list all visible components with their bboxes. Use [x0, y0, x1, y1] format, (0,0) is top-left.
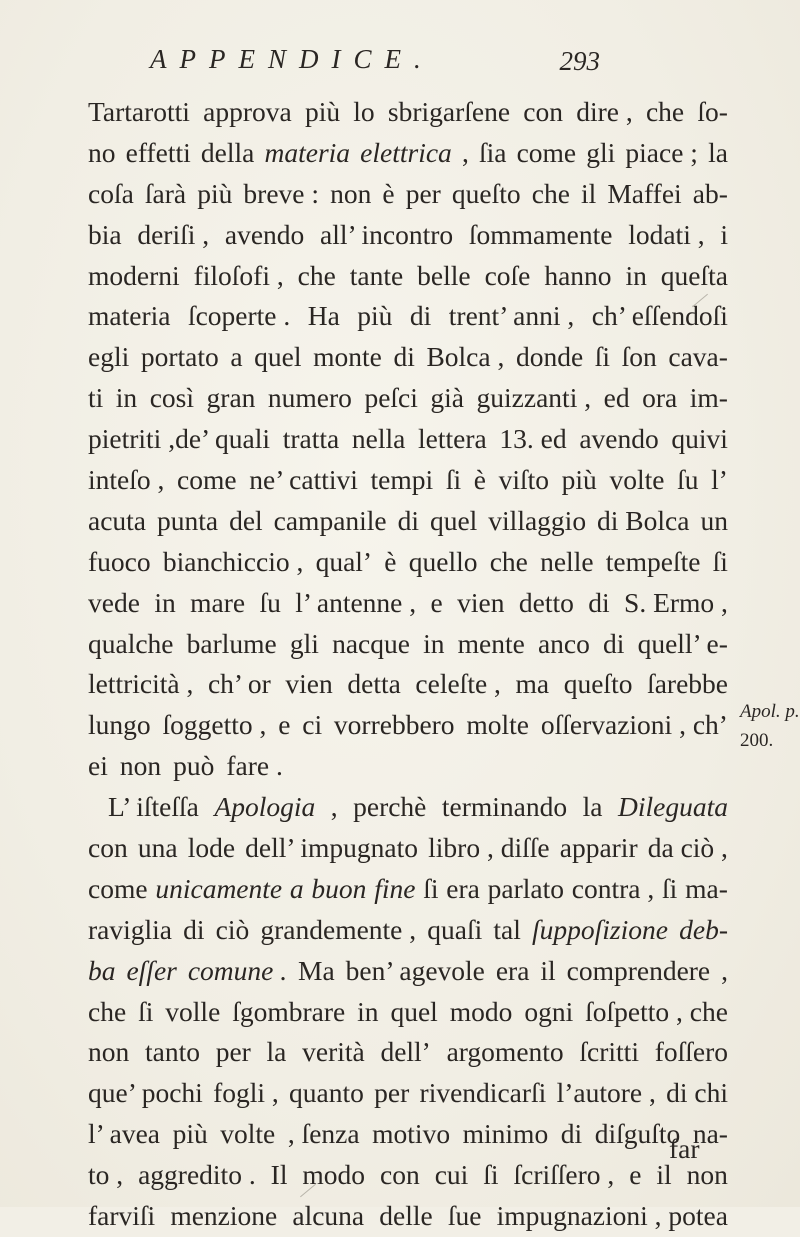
word: da ciò ,	[647, 832, 728, 864]
word: ora	[642, 382, 678, 414]
word: ab-	[692, 177, 728, 209]
word: per	[405, 177, 441, 209]
word: quivi	[671, 423, 728, 455]
word: lettricità ,	[88, 668, 194, 700]
word: minimo	[462, 1118, 549, 1150]
word: modo	[302, 1159, 366, 1191]
word: e	[278, 709, 291, 741]
word: ſoſpetto , che	[585, 995, 728, 1027]
text-line	[88, 951, 728, 992]
word: fine	[374, 872, 416, 904]
word: deriſi ,	[137, 218, 210, 250]
word: filoſofi ,	[193, 259, 284, 291]
word: moderni	[88, 259, 180, 291]
text-line	[88, 337, 728, 378]
text-line	[88, 460, 728, 501]
word: che	[297, 259, 336, 291]
word: gli	[289, 627, 319, 659]
word: fogli ,	[213, 1077, 279, 1109]
word: una	[137, 832, 178, 864]
word: l’ avea	[88, 1118, 160, 1150]
word: ba	[88, 954, 116, 986]
word: foſſero	[654, 1036, 728, 1068]
word: to ,	[88, 1159, 124, 1191]
word: che	[489, 545, 528, 577]
word: ch’ or	[207, 668, 271, 700]
word: dell’	[380, 1036, 431, 1068]
word: perchè	[353, 791, 427, 823]
word: ne’ cattivi	[249, 464, 358, 496]
text-line	[88, 705, 728, 746]
word: lodati ,	[628, 218, 705, 250]
word: lode	[187, 832, 236, 864]
word: ,	[461, 136, 469, 168]
word: lettera	[418, 423, 487, 455]
word: non	[88, 1036, 130, 1068]
word: guizzanti ,	[476, 382, 592, 414]
word: menzione	[170, 1200, 278, 1232]
word: di	[603, 627, 625, 659]
word: all’ incontro	[320, 218, 454, 250]
word: di	[560, 1118, 583, 1150]
word: quel	[429, 504, 478, 536]
word: tratta	[282, 423, 340, 455]
word: tempeſte	[605, 545, 701, 577]
word: nacque	[332, 627, 410, 659]
word: il	[580, 177, 597, 209]
word: quel	[254, 341, 302, 373]
word: qual’	[315, 545, 373, 577]
word: ,	[721, 954, 728, 986]
word: come	[88, 872, 148, 904]
word: sbrigarſene	[387, 96, 511, 127]
word: ,	[330, 791, 338, 823]
word: S. Ermo ,	[624, 586, 728, 618]
word: parlato	[487, 872, 565, 904]
word: di chi	[666, 1077, 728, 1109]
word: eſſer	[126, 954, 177, 986]
word: coſe	[484, 259, 531, 291]
word: ma	[515, 668, 550, 700]
word: più	[561, 464, 597, 496]
word: celeſte ,	[415, 668, 501, 700]
word: con	[88, 832, 128, 864]
word: non	[686, 1159, 728, 1191]
word: quello	[408, 545, 478, 577]
margin-note-page: 200.	[740, 730, 774, 751]
word: approva	[203, 96, 292, 127]
word: più	[197, 177, 233, 209]
word: l’	[711, 464, 728, 496]
word: avendo	[579, 423, 659, 455]
word: ſi	[483, 1159, 499, 1191]
word: im-	[689, 382, 728, 414]
word: era	[495, 954, 530, 986]
word: L’ iſteſſa	[108, 791, 199, 823]
word: delle	[379, 1200, 433, 1232]
word: aggredito .	[138, 1159, 256, 1191]
word: qualche	[88, 627, 174, 659]
word: deb-	[679, 913, 728, 945]
word: volte	[220, 1118, 276, 1150]
word: oſſervazioni , ch’	[540, 709, 728, 741]
text-line	[88, 378, 728, 419]
word: Apologia	[214, 791, 316, 823]
word: buon	[311, 872, 367, 904]
word: i	[720, 218, 728, 250]
word: no	[88, 136, 116, 168]
word: ei	[88, 750, 108, 782]
word: gli	[586, 136, 616, 168]
word: punta	[156, 504, 219, 536]
word: ſia	[478, 136, 507, 168]
word: vede	[88, 586, 140, 618]
text-line	[88, 256, 728, 297]
word: elettrica	[360, 136, 452, 168]
word: mare	[190, 586, 246, 618]
word: coſa	[88, 177, 134, 209]
word: grandemente ,	[260, 913, 417, 945]
word: ſcritti	[579, 1036, 639, 1068]
word: comprendere	[566, 954, 711, 986]
word: argomento	[446, 1036, 564, 1068]
text-line	[88, 133, 728, 174]
word: ed	[603, 382, 630, 414]
word: Ma	[298, 954, 335, 986]
word: que’ pochi	[88, 1077, 203, 1109]
word: ſoggetto ,	[162, 709, 267, 741]
word: ſi	[423, 872, 439, 904]
text-line	[88, 1114, 728, 1155]
word: in	[357, 995, 379, 1027]
word: peſci	[364, 382, 418, 414]
word: fuoco	[88, 545, 151, 577]
word: ſu	[677, 464, 699, 496]
text-line	[88, 664, 728, 705]
word: non	[330, 177, 372, 209]
text-line	[88, 92, 728, 133]
word: con	[523, 96, 564, 127]
word: ſi	[594, 341, 611, 373]
word: ti	[88, 382, 104, 414]
word: vien	[285, 668, 333, 700]
word: il	[656, 1159, 672, 1191]
word: queſto	[563, 668, 633, 700]
text-line	[88, 746, 728, 787]
word: del	[229, 504, 263, 536]
word: bianchiccio ,	[162, 545, 304, 577]
word: Ha	[307, 300, 340, 332]
word: unicamente	[155, 872, 283, 904]
word: cava-	[668, 341, 728, 373]
word: ſommamente	[468, 218, 613, 250]
word: la	[708, 136, 728, 168]
word: terminando	[441, 791, 568, 823]
word: , ſenza	[287, 1118, 360, 1150]
word: che	[88, 995, 127, 1027]
word: acuta	[88, 504, 147, 536]
running-title: APPENDICE.	[150, 44, 434, 74]
word: Il	[270, 1159, 288, 1191]
word: ſi	[712, 545, 728, 577]
word: Maffei	[607, 177, 682, 209]
word: materia	[88, 300, 171, 332]
word: Dileguata	[618, 791, 728, 823]
word: materia	[264, 136, 351, 168]
word: volle	[165, 995, 221, 1027]
text-line	[88, 624, 728, 665]
word: libro , diſſe	[428, 832, 550, 864]
word: quell’ e-	[637, 627, 728, 659]
word: nella	[351, 423, 406, 455]
word: bia	[88, 218, 122, 250]
word: fare .	[226, 750, 283, 782]
word: numero	[267, 382, 352, 414]
word: diſguſto	[594, 1118, 681, 1150]
word: a	[289, 872, 304, 904]
word: ſi	[138, 995, 154, 1027]
word: come	[516, 136, 577, 168]
word: dire ,	[576, 96, 633, 127]
word: così	[149, 382, 195, 414]
word: anco	[537, 627, 590, 659]
word: detto	[518, 586, 574, 618]
word: ſon	[621, 341, 657, 373]
word: detta	[347, 668, 401, 700]
word: che	[645, 96, 685, 127]
text-line	[88, 542, 728, 583]
catchword: far	[669, 1133, 700, 1164]
word: queſta	[660, 259, 728, 291]
word: tal	[493, 913, 521, 945]
text-line	[88, 419, 728, 460]
word: in	[625, 259, 647, 291]
word: Tartarotti	[88, 96, 190, 127]
word: in	[115, 382, 138, 414]
word: lo	[353, 96, 375, 127]
word: l’ antenne ,	[295, 586, 417, 618]
word: gran	[206, 382, 256, 414]
word: piace ;	[625, 136, 698, 168]
word: a	[230, 341, 243, 373]
text-line	[88, 583, 728, 624]
word: e	[430, 586, 443, 618]
word: donde	[515, 341, 584, 373]
body-text	[88, 92, 728, 1237]
word: un	[700, 504, 728, 536]
word: queſto	[451, 177, 521, 209]
word: è	[382, 177, 395, 209]
word: pietriti ,de’ quali	[88, 423, 270, 455]
text-line	[88, 215, 728, 256]
word: di	[409, 300, 432, 332]
word: ſcoperte .	[187, 300, 291, 332]
word: barlume	[186, 627, 277, 659]
text-line	[88, 296, 728, 337]
word: avendo	[224, 218, 305, 250]
word: di	[183, 913, 205, 945]
text-line	[88, 1032, 728, 1073]
word: motivo	[372, 1118, 451, 1150]
word: quel	[390, 995, 438, 1027]
word: 13. ed	[499, 423, 567, 455]
word: con	[380, 1159, 420, 1191]
text-line	[88, 174, 728, 215]
word: ogni	[524, 995, 574, 1027]
word: di	[397, 504, 419, 536]
word: di	[393, 341, 415, 373]
word: breve :	[243, 177, 319, 209]
word: volte	[609, 464, 665, 496]
word: è	[473, 464, 486, 496]
word: la	[266, 1036, 287, 1068]
word: na-	[692, 1118, 728, 1150]
word: effetti	[125, 136, 191, 168]
word: il	[540, 954, 556, 986]
word: per	[215, 1036, 251, 1068]
word: vorrebbero	[333, 709, 455, 741]
word: ſo-	[697, 96, 728, 127]
word: in	[154, 586, 176, 618]
text-line	[88, 1155, 728, 1196]
word: belle	[417, 259, 471, 291]
word: monte	[313, 341, 382, 373]
word: verità	[302, 1036, 365, 1068]
word: molte	[466, 709, 530, 741]
text-line	[88, 869, 728, 910]
word: e	[629, 1159, 642, 1191]
word: più	[357, 300, 393, 332]
word: impugnazioni , potea	[496, 1200, 728, 1232]
word: quanto	[289, 1077, 364, 1109]
word: vien	[457, 586, 505, 618]
word: come	[177, 464, 237, 496]
word: Bolca ,	[426, 341, 505, 373]
word: è	[384, 545, 397, 577]
word: comune .	[187, 954, 288, 986]
word: che	[531, 177, 570, 209]
word: in	[423, 627, 445, 659]
word: trent’ anni ,	[448, 300, 575, 332]
text-line	[88, 910, 728, 951]
word: ſu	[259, 586, 281, 618]
word: raviglia	[88, 913, 172, 945]
word: modo	[449, 995, 513, 1027]
word: tanto	[144, 1036, 200, 1068]
word: dell’ impugnato	[245, 832, 419, 864]
word: portato	[140, 341, 219, 373]
text-line	[88, 992, 728, 1033]
word: tempi	[370, 464, 434, 496]
text-line	[88, 1073, 728, 1114]
word: farviſi	[88, 1200, 156, 1232]
text-line	[88, 1196, 728, 1237]
word: ſarebbe	[647, 668, 728, 700]
word: ſue	[447, 1200, 482, 1232]
word: ben’ agevole	[345, 954, 485, 986]
word: più	[172, 1118, 208, 1150]
word: lungo	[88, 709, 151, 741]
word: nelle	[540, 545, 594, 577]
word: l’autore ,	[556, 1077, 656, 1109]
word: quaſi	[427, 913, 483, 945]
word: egli	[88, 341, 130, 373]
word: hanno	[544, 259, 612, 291]
word: ci	[302, 709, 323, 741]
word: rivendicarſi	[419, 1077, 547, 1109]
word: ch’ eſſendoſi	[591, 300, 728, 332]
word: campanile	[273, 504, 387, 536]
word: tante	[349, 259, 404, 291]
word: ſi	[445, 464, 462, 496]
text-line	[88, 501, 728, 542]
word: ſarà	[144, 177, 187, 209]
word: di	[588, 586, 610, 618]
word: la	[582, 791, 603, 823]
text-line	[88, 787, 728, 828]
word: viſto	[498, 464, 550, 496]
word: ma-	[685, 872, 728, 904]
word: cui	[434, 1159, 469, 1191]
margin-note-reference: Apol. p.	[740, 701, 800, 722]
word: può	[173, 750, 215, 782]
word: di Bolca	[597, 504, 690, 536]
word: inteſo ,	[88, 464, 165, 496]
word: già	[430, 382, 465, 414]
page-number: 293	[559, 46, 600, 76]
word: della	[200, 136, 255, 168]
word: ſgombrare	[232, 995, 346, 1027]
word: più	[304, 96, 341, 127]
word: alcuna	[292, 1200, 365, 1232]
word: contra ,	[571, 872, 655, 904]
word: apparir	[559, 832, 638, 864]
text-line	[88, 828, 728, 869]
word: non	[119, 750, 162, 782]
word: ſuppoſizione	[532, 913, 668, 945]
word: per	[374, 1077, 410, 1109]
word: ſcriſſero ,	[513, 1159, 615, 1191]
word: villaggio	[488, 504, 587, 536]
word: mente	[457, 627, 525, 659]
word: ciò	[215, 913, 250, 945]
page-header	[140, 44, 600, 84]
word: ſi	[662, 872, 678, 904]
word: era	[446, 872, 480, 904]
